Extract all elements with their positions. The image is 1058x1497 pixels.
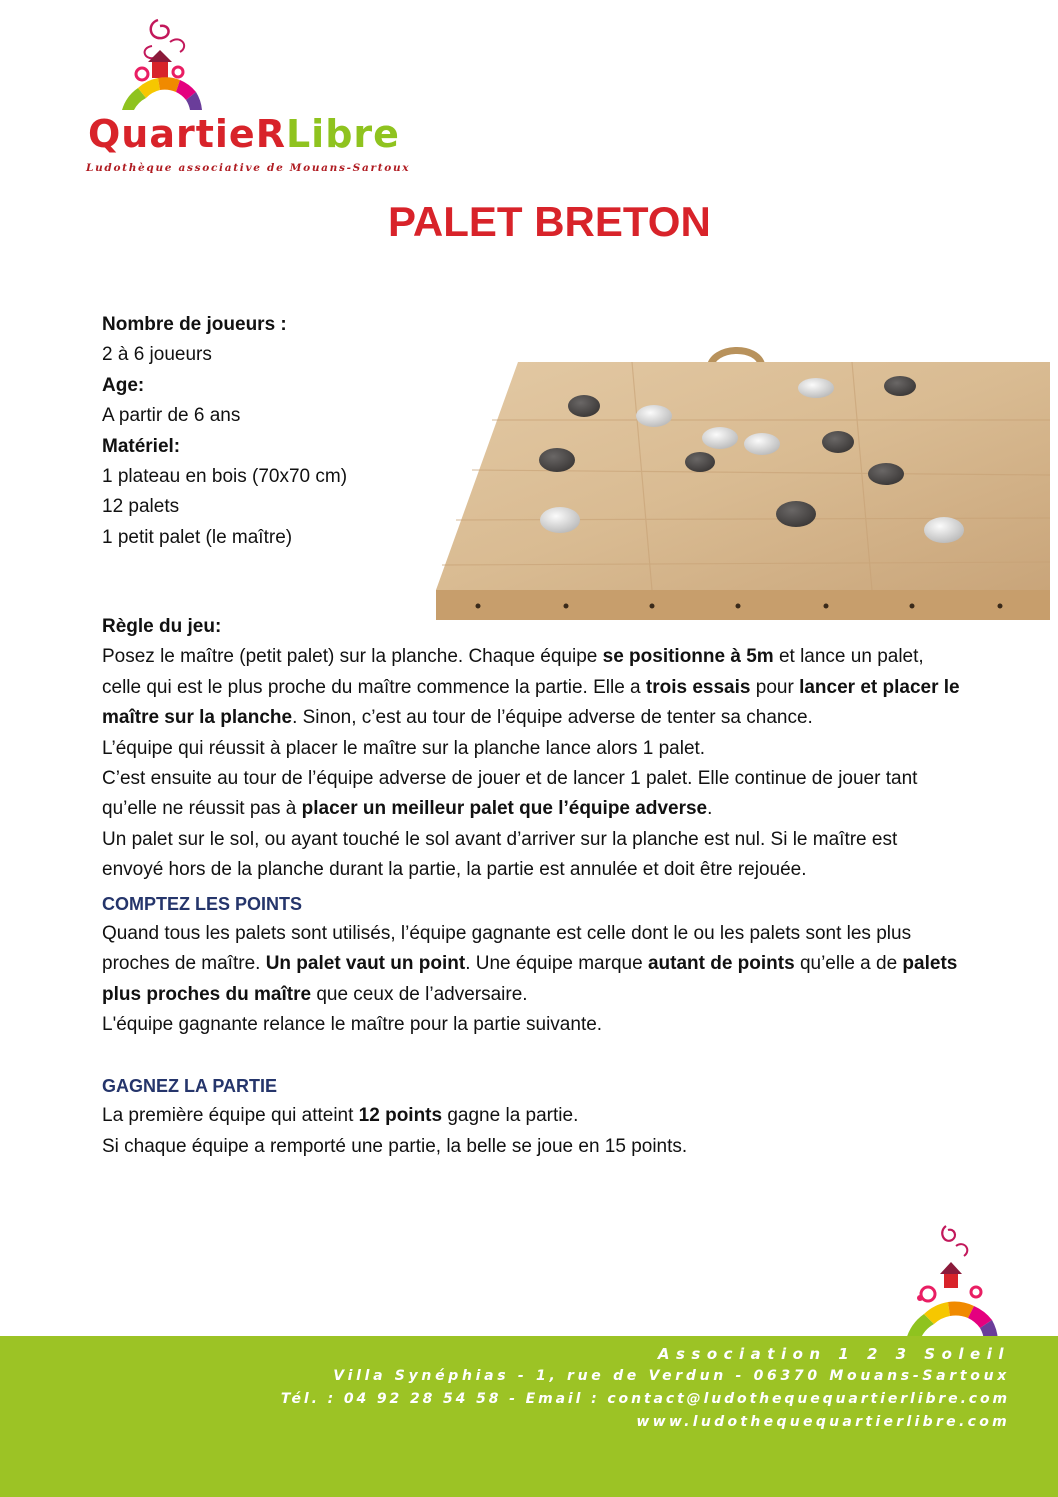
material-label: Matériel: [102, 435, 181, 457]
footer-website[interactable]: www.ludothequequartierlibre.com [636, 1414, 1010, 1430]
logo-wordmark: QuartieRLibre [88, 112, 400, 156]
win-paragraph [102, 1101, 962, 1131]
footer-association: Association 1 2 3 Soleil [657, 1345, 1010, 1363]
emphasis-text: trois essais [645, 676, 751, 698]
body-text: Posez le maître (petit palet) sur la planche. Chaque équipe [102, 646, 603, 668]
body-text: que ceux de l’adversaire. [311, 983, 528, 1005]
emphasis-text: autant de points [647, 953, 795, 975]
footer-band [0, 1336, 1058, 1497]
count-heading: COMPTEZ LES POINTS [102, 893, 303, 914]
rules-heading: Règle du jeu: [102, 616, 222, 637]
rules-paragraph [102, 764, 962, 825]
rules-section [102, 612, 962, 1162]
body-text: . [707, 798, 713, 820]
count-paragraph: L'équipe gagnante relance le maître pour la partie suivante. [102, 1014, 603, 1036]
material-item: 1 plateau en bois (70x70 cm) [102, 466, 348, 488]
body-text: La première équipe qui atteint [102, 1105, 359, 1127]
body-text: C’est ensuite au tour de l’équipe adverse de jouer et de lancer 1 palet. Elle continue de jouer tant qu’elle ne réussit pas à [102, 768, 918, 820]
body-text: . Sinon, c’est au tour de l’équipe adverse de tenter sa chance. [292, 707, 813, 729]
emphasis-text: placer un meilleur palet que l’équipe adverse [301, 798, 708, 820]
emphasis-text: palets plus proches du maître [102, 953, 958, 1005]
emphasis-text: lancer et placer le maître sur la planche [102, 676, 960, 729]
body-text: Quand tous les palets sont utilisés, l’équipe gagnante est celle dont le ou les palets sont les plus proches de maître. [102, 923, 912, 975]
material-item: 1 petit palet (le maître) [102, 526, 293, 548]
body-text: et lance un palet, celle qui est le plus proche du maître commence la partie. Elle a [102, 646, 924, 698]
logo-emblem [80, 12, 400, 122]
players-label: Nombre de joueurs : [102, 314, 287, 335]
rules-paragraph: L’équipe qui réussit à placer le maître sur la planche lance alors 1 palet. [102, 737, 706, 759]
emphasis-text: Un palet vaut un point [265, 953, 466, 975]
emphasis-text: 12 points [358, 1105, 443, 1127]
win-paragraph: Si chaque équipe a remporté une partie, la belle se joue en 15 points. [102, 1135, 688, 1157]
footer-logo-emblem [898, 1222, 1008, 1347]
body-text: gagne la partie. [442, 1105, 579, 1127]
count-paragraph [102, 919, 962, 1010]
body-text: qu’elle a de [794, 953, 903, 975]
age-label: Age: [102, 374, 145, 396]
page-title: PALET BRETON [388, 198, 711, 245]
quartier-libre-logo [80, 12, 411, 174]
material-item: 12 palets [102, 496, 180, 518]
win-heading: GAGNEZ LA PARTIE [102, 1075, 277, 1096]
palet-board-image [432, 340, 1052, 635]
rules-paragraph: Un palet sur le sol, ou ayant touché le sol avant d’arriver sur la planche est nul. Si le maître est envoyé hors de la planche durant la partie, la partie est annulée et doit être rejouée. [102, 828, 898, 881]
body-text: pour [750, 676, 800, 698]
players-value: 2 à 6 joueurs [102, 344, 212, 366]
age-value: A partir de 6 ans [102, 405, 241, 427]
footer-contact: Tél. : 04 92 28 54 58 - Email : contact@ludothequequartierlibre.com [280, 1391, 1010, 1407]
game-info [102, 310, 432, 553]
emphasis-text: se positionne à 5m [602, 646, 774, 668]
body-text: . Une équipe marque [465, 953, 648, 975]
logo-subtitle: Ludothèque associative de Mouans-Sartoux [86, 162, 411, 174]
rules-paragraph [102, 642, 962, 733]
footer-address: Villa Synéphias - 1, rue de Verdun - 06370 Mouans-Sartoux [333, 1368, 1010, 1384]
